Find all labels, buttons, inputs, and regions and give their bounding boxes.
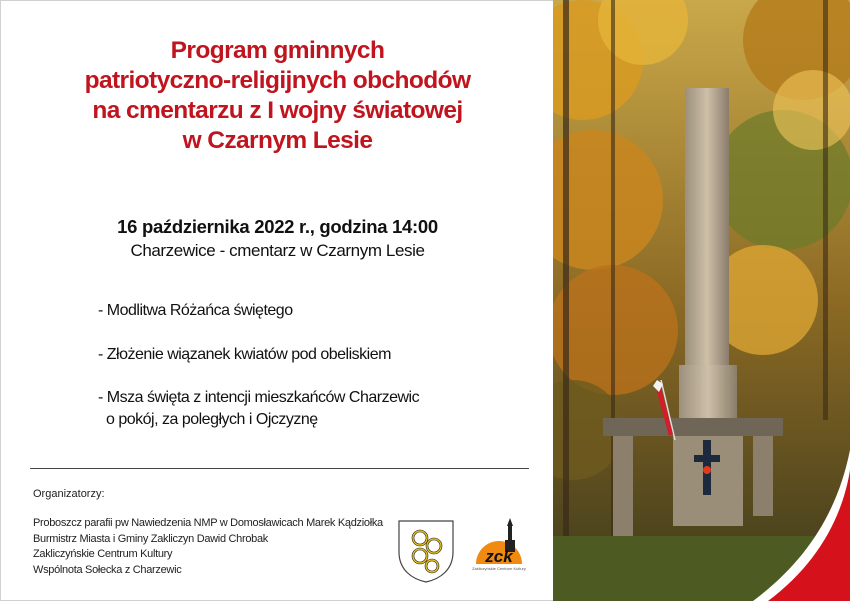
organizer-item: Zakliczyńskie Centrum Kultury xyxy=(33,548,173,560)
organizer-item: Proboszcz parafii pw Nawiedzenia NMP w Domosławicach Marek Kądziołka xyxy=(33,517,383,529)
program-item: - Złożenie wiązanek kwiatów pod obeliskiem xyxy=(98,346,391,363)
event-place: Charzewice - cmentarz w Czarnym Lesie xyxy=(130,241,425,260)
organizers-list xyxy=(33,516,383,578)
title-line: na cmentarzu z I wojny światowej xyxy=(92,97,463,124)
zck-logo-text: zck xyxy=(485,547,513,566)
organizer-item: Burmistrz Miasta i Gminy Zakliczyn Dawid Chrobak xyxy=(33,532,268,545)
coat-of-arms-icon xyxy=(396,518,456,584)
event-date: 16 października 2022 r., godzina 14:00 xyxy=(117,216,438,237)
title-line: w Czarnym Lesie xyxy=(182,127,373,154)
organizer-item: Wspólnota Sołecka z Charzewic xyxy=(33,563,182,576)
title-line: patriotyczno-religijnych obchodów xyxy=(84,67,471,94)
title-line: Program gminnych xyxy=(170,37,385,64)
divider xyxy=(30,468,529,469)
zck-logo-caption: Zakliczyńskie Centrum Kultury xyxy=(472,566,526,571)
program-item: - Modlitwa Różańca świętego xyxy=(98,302,293,319)
obelisk-photo xyxy=(553,0,850,601)
organizers-heading: Organizatorzy: xyxy=(33,488,105,500)
program-item-continuation: o pokój, za poległych i Ojczyznę xyxy=(106,411,318,428)
program-title xyxy=(40,36,515,156)
program-item: - Msza święta z intencji mieszkańców Charzewic xyxy=(98,389,420,406)
